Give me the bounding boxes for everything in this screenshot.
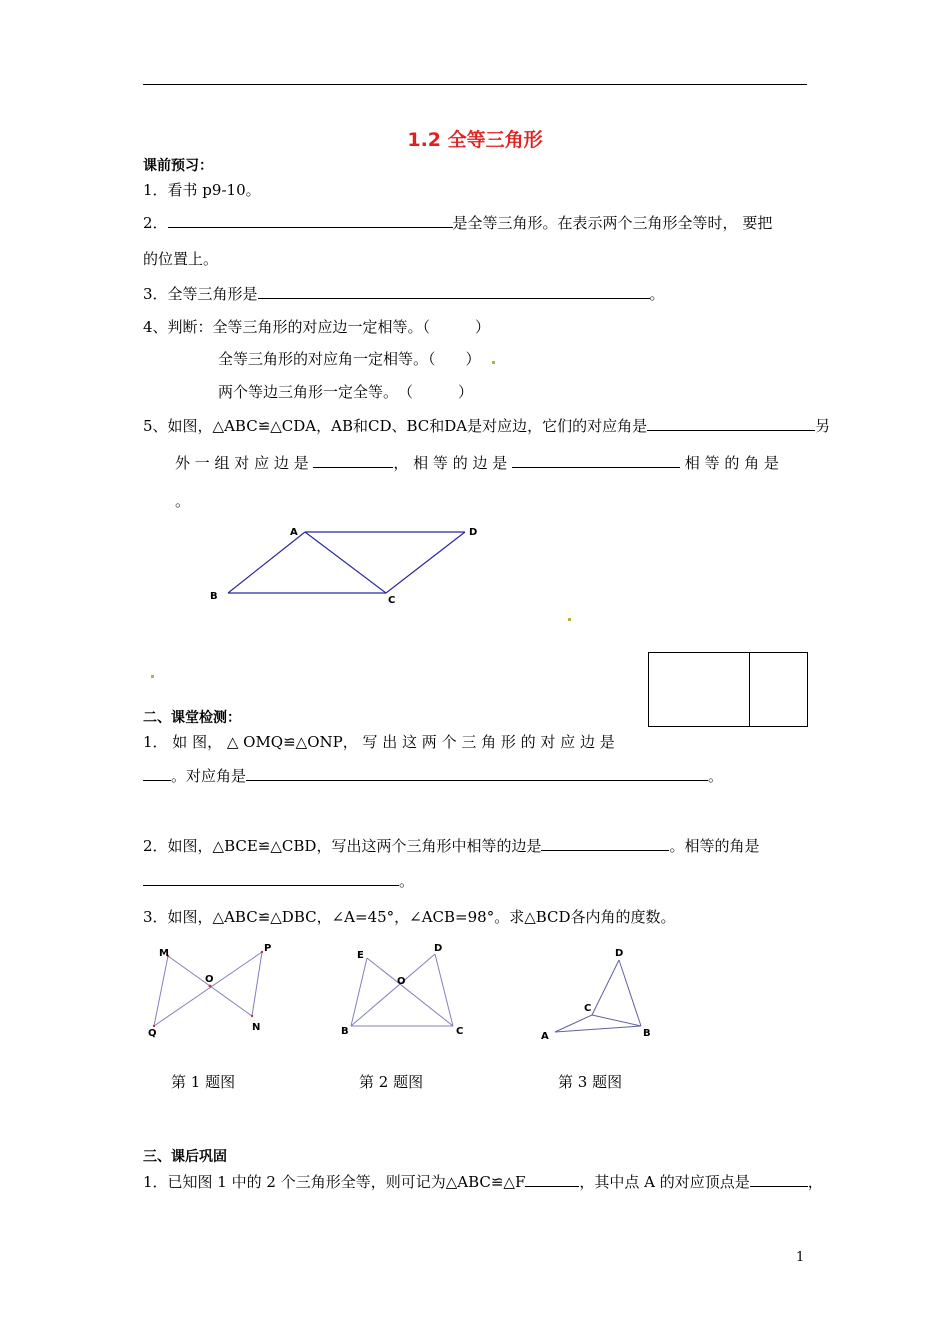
section3-heading: 三、课后巩固 [143,1149,227,1165]
s1-q2-line2: 的位置上。 [143,250,219,268]
s1-q2-tail: 是全等三角形。在表示两个三角形全等时， 要把 [452,214,773,232]
score-box [648,652,808,727]
s2-q2-blank2[interactable] [143,871,399,886]
s2-q2-blank1[interactable] [541,836,669,851]
fig2-label-e: E [357,950,364,961]
s1-q4-b: 全等三角形的对应角一定相等。（ ） [218,350,481,368]
fig1-label-q: Q [148,1028,157,1038]
figure-1 [140,938,280,1038]
s3-q1-c: ， [807,1173,823,1191]
header-rule [143,84,807,85]
figure-2 [335,938,475,1038]
s1-q5-c: 。 [175,492,191,510]
fig3-caption: 第 3 题图 [558,1073,623,1091]
s1-q5-b [175,452,779,473]
s2-q2-a [143,835,759,856]
s1-q1: 1．看书 p9-10。 [143,181,261,199]
fig2-caption: 第 2 题图 [359,1073,424,1091]
s3-q1-blank2[interactable] [750,1172,808,1187]
s1-q5-b1: 外 一 组 对 应 边 是 [175,454,309,472]
s2-q2-b-end: 。 [399,872,415,890]
s2-q2-b [143,870,414,891]
s3-q1-b: ，其中点 A 的对应顶点是 [579,1173,750,1191]
fig1-label-p: P [264,943,272,954]
speck-mark [568,618,571,621]
s1-q3 [143,283,665,304]
section2-heading: 二、课堂检测： [143,710,241,726]
s2-q3: 3．如图，△ABC≌△DBC，∠A=45°，∠ACB=98°。求△BCD各内角的度数。 [143,908,676,926]
s1-q4-a: 4、判断：全等三角形的对应边一定相等。（ ） [143,318,491,336]
s1-q2-num: 2． [143,214,168,232]
s1-q3-end: 。 [649,285,665,303]
s1-q2-blank[interactable] [168,213,453,228]
figure-parallelogram [200,520,490,610]
s2-q2-a-text: 2．如图，△BCE≌△CBD，写出这两个三角形中相等的边是 [143,837,542,855]
fig5-label-d: D [469,527,478,538]
s2-q1-b-text: 。对应角是 [171,767,247,785]
fig2-label-d: D [434,943,443,954]
s1-q2 [143,212,772,233]
fig5-label-c: C [388,595,396,606]
fig1-label-m: M [159,948,169,959]
s3-q1-blank1[interactable] [525,1172,579,1187]
fig1-caption: 第 1 题图 [171,1073,236,1091]
page-title: 1.2 全等三角形 [407,129,543,151]
s2-q1-blank1[interactable] [143,766,171,781]
speck-mark [492,361,495,364]
s3-q1-a: 1．已知图 1 中的 2 个三角形全等，则可记为△ABC≌△F [143,1173,526,1191]
s1-q3-blank[interactable] [258,284,650,299]
s2-q1-blank2[interactable] [246,766,708,781]
fig3-label-b: B [643,1028,651,1039]
s2-q1-b-end: 。 [708,767,724,785]
fig1-label-n: N [252,1022,261,1033]
score-box-divider [749,653,750,726]
s2-q2-a-end: 。相等的角是 [669,837,760,855]
s2-q1-b [143,765,723,786]
fig3-label-d: D [615,948,624,959]
s1-q5-blank1[interactable] [647,416,815,431]
fig5-label-a: A [290,527,298,538]
s1-q5-a [143,415,830,436]
s1-q5-b3: 相 等 的 角 是 [684,454,779,472]
figure-3 [535,940,665,1040]
s1-q5-blank3[interactable] [512,453,680,468]
s3-q1 [143,1171,823,1192]
s1-q4-c: 两个等边三角形一定全等。 （ ） [218,383,474,401]
fig3-label-a: A [541,1031,549,1040]
speck-mark [151,675,154,678]
fig1-label-o: O [205,974,214,985]
fig2-label-b: B [341,1026,349,1037]
s1-q5-a-text: 5、如图，△ABC≌△CDA，AB和CD、BC和DA是对应边，它们的对应角是 [143,417,648,435]
s1-q5-b2: ， 相 等 的 边 是 [393,454,508,472]
s2-q1-a: 1． 如 图， △ OMQ≌△ONP， 写 出 这 两 个 三 角 形 的 对 应 边 是 [143,733,615,751]
fig5-label-b: B [210,591,218,602]
s1-q5-blank2[interactable] [313,453,393,468]
section1-heading: 课前预习： [143,158,213,174]
page-number: 1 [796,1250,805,1265]
fig2-label-o: O [397,976,406,987]
fig3-label-c: C [584,1003,592,1014]
fig2-label-c: C [456,1026,464,1037]
s1-q3-text: 3．全等三角形是 [143,285,258,303]
s1-q5-a-end: 另 [815,417,831,435]
